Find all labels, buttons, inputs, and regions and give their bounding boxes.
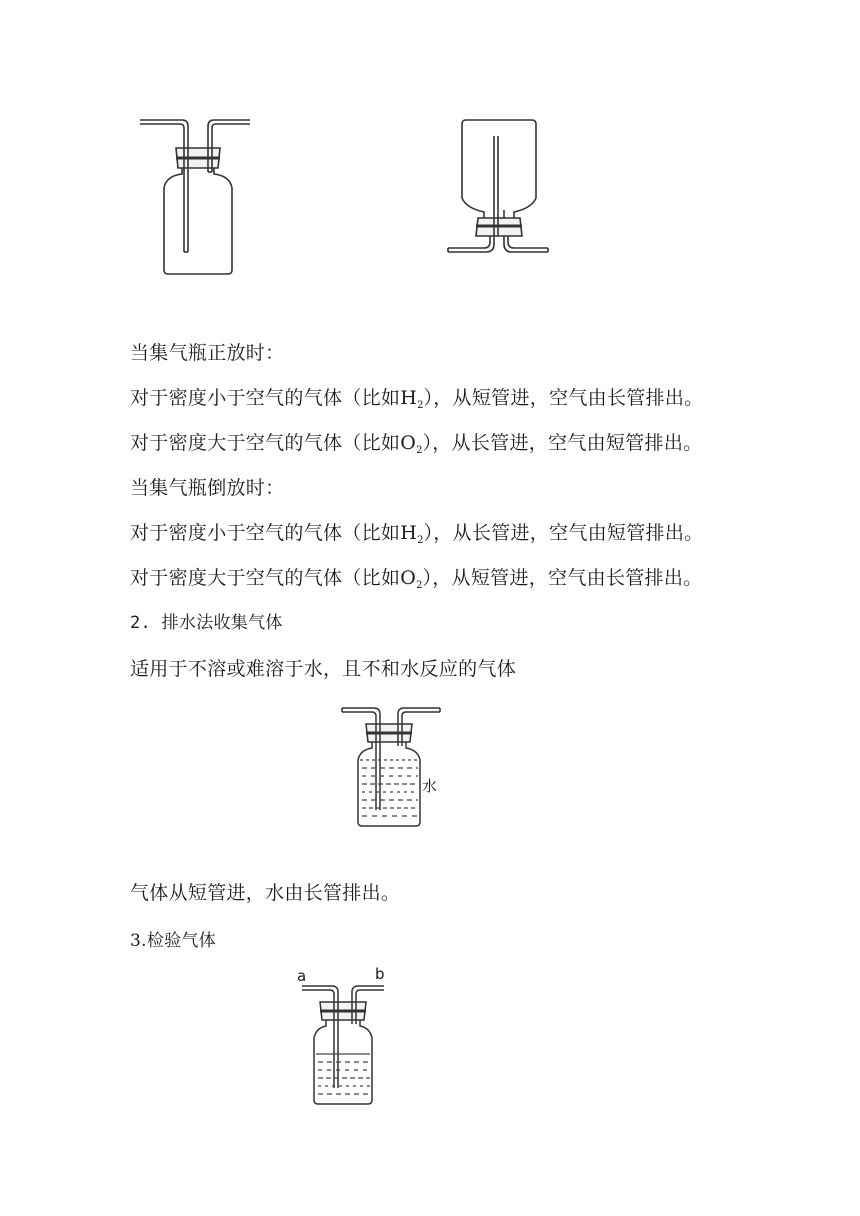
inverted-bottle-drawing (444, 114, 554, 272)
upright-bottle-drawing (132, 112, 256, 280)
water-method-note: 气体从短管进，水由长管排出。 (130, 882, 401, 904)
gas-test-figure (290, 965, 400, 1108)
tube-label-a: a (297, 967, 307, 985)
subscript: 2 (417, 535, 424, 546)
upright-heavy-gas-text (130, 430, 702, 464)
gas-test-heading: 3.检验气体 (130, 931, 217, 951)
subscript: 2 (417, 400, 424, 411)
text-part: ），从短管进，空气由长管排出。 (422, 567, 703, 589)
text-part: 对于密度小于空气的气体（比如H (130, 387, 418, 409)
subscript: 2 (416, 445, 423, 456)
water-bottle-drawing (336, 702, 446, 830)
water-method-heading: 2. 排水法收集气体 (130, 613, 283, 633)
inverted-heavy-gas-text (130, 565, 702, 599)
upright-bottle-figure (132, 112, 256, 280)
text-part: 对于密度大于空气的气体（比如O (130, 432, 417, 454)
upright-light-gas-text (130, 385, 703, 419)
water-displacement-figure (336, 702, 446, 830)
inverted-bottle-figure (444, 114, 554, 272)
water-method-applicability: 适用于不溶或难溶于水，且不和水反应的气体 (130, 658, 517, 680)
tube-label-b: b (375, 965, 385, 983)
inverted-heading: 当集气瓶倒放时： (130, 477, 285, 499)
text-part: ），从短管进，空气由长管排出。 (423, 387, 704, 409)
test-bottle-drawing (290, 965, 400, 1108)
text-part: 对于密度小于空气的气体（比如H (130, 522, 418, 544)
text-part: 对于密度大于空气的气体（比如O (130, 567, 417, 589)
water-label: 水 (422, 777, 438, 795)
inverted-light-gas-text (130, 520, 703, 554)
text-part: ），从长管进，空气由短管排出。 (422, 432, 703, 454)
upright-heading: 当集气瓶正放时： (130, 342, 285, 364)
text-part: ），从长管进，空气由短管排出。 (423, 522, 704, 544)
subscript: 2 (416, 580, 423, 591)
